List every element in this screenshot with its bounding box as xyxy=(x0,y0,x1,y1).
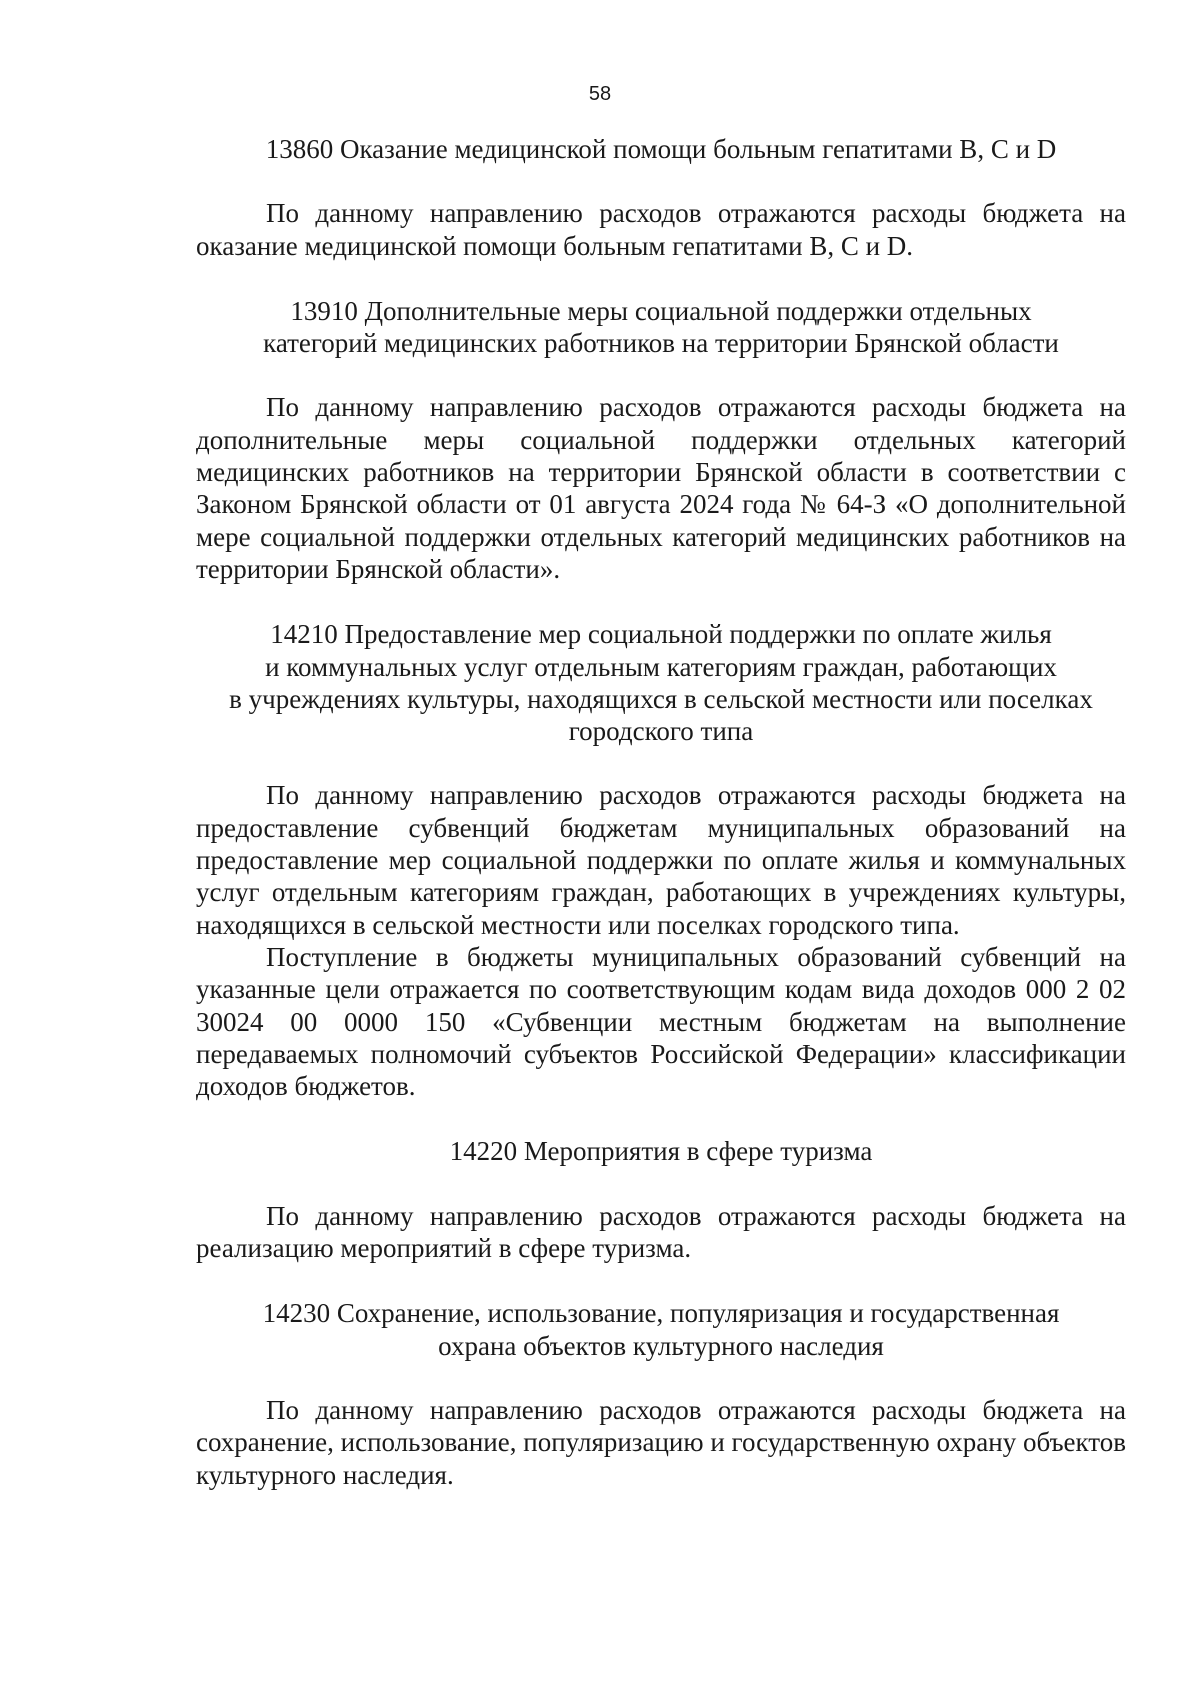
heading-line: 14210 Предоставление мер социальной поддержки по оплате жилья xyxy=(270,619,1052,650)
document-body xyxy=(196,133,1126,1491)
section-13860 xyxy=(196,133,1126,262)
section-13910 xyxy=(196,295,1126,585)
heading-line: категорий медицинских работников на территории Брянской области xyxy=(263,328,1059,359)
section-14230 xyxy=(196,1297,1126,1490)
section-heading xyxy=(196,1135,1126,1167)
body-paragraph: По данному направлению расходов отражаются расходы бюджета на реализацию мероприятий в сфере туризма. xyxy=(196,1200,1126,1264)
heading-line: 14230 Сохранение, использование, популяризация и государственная xyxy=(262,1298,1060,1329)
section-heading xyxy=(196,1297,1126,1362)
body-paragraph: По данному направлению расходов отражаются расходы бюджета на сохранение, использование, популяризацию и государственную охрану объектов культурного наследия. xyxy=(196,1394,1126,1490)
heading-line: в учреждениях культуры, находящихся в сельской местности или поселках xyxy=(229,683,1093,714)
section-14220 xyxy=(196,1135,1126,1264)
section-heading xyxy=(196,295,1126,360)
heading-line: и коммунальных услуг отдельным категориям граждан, работающих xyxy=(265,651,1057,682)
section-heading xyxy=(196,133,1126,165)
body-paragraph: Поступление в бюджеты муниципальных образований субвенций на указанные цели отражается по соответствующим кодам вида доходов 000 2 02 30024 00 0000 150 «Субвенции местным бюджетам на выполнение передаваемых полномочий субъектов Российской Федерации» классификации доходов бюджетов. xyxy=(196,941,1126,1102)
heading-line: 13860 Оказание медицинской помощи больным гепатитами B, C и D xyxy=(265,134,1057,164)
section-heading xyxy=(196,618,1126,747)
heading-line: городского типа xyxy=(568,716,754,747)
heading-line: охрана объектов культурного наследия xyxy=(438,1330,884,1361)
page-number: 58 xyxy=(588,83,612,105)
section-14210 xyxy=(196,618,1126,1102)
body-paragraph: По данному направлению расходов отражаются расходы бюджета на предоставление субвенций бюджетам муниципальных образований на предоставление мер социальной поддержки по оплате жилья и коммунальных услуг отдельным категориям граждан, работающих в учреждениях культуры, находящихся в сельской местности или поселках городского типа. xyxy=(196,780,1126,940)
heading-line: 13910 Дополнительные меры социальной поддержки отдельных xyxy=(290,295,1032,326)
body-paragraph: По данному направлению расходов отражаются расходы бюджета на оказание медицинской помощи больным гепатитами B, C и D. xyxy=(196,198,1126,261)
heading-line: 14220 Мероприятия в сфере туризма xyxy=(449,1136,873,1167)
body-paragraph: По данному направлению расходов отражаются расходы бюджета на дополнительные меры социальной поддержки отдельных категорий медицинских работников на территории Брянской области в соответствии с Законом Брянской области от 01 августа 2024 года № 64-З «О дополнительной мере социальной поддержки отдельных категорий медицинских работников на территории Брянской области». xyxy=(196,392,1126,584)
